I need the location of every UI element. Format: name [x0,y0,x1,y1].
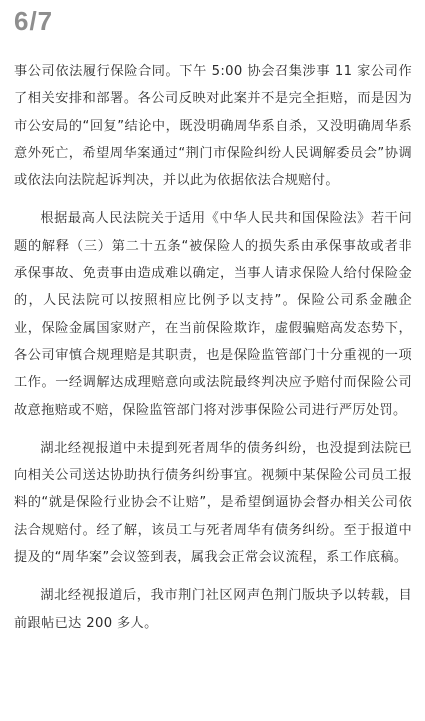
paragraph-news-report: 湖北经视报道中未提到死者周华的债务纠纷，也没提到法院已向相关公司送达协助执行债务纠纷事宜。视频中某保险公司员工报料的“就是保险行业协会不让赔”，是希望倒逼协会督办相关公司依法合规赔付。经了解，该员工与死者周华有债务纠纷。至于报道中提及的“周华案”会议签到表，属我会正常会议流程，系工作底稿。 [14,440,412,566]
paragraph-repost: 湖北经视报道后，我市荆门社区网声色荆门版块予以转载，目前跟帖已达 200 多人。 [14,588,412,631]
paragraph-legal-basis: 根据最高人民法院关于适用《中华人民共和国保险法》若干问题的解释（三）第二十五条“被保险人的损失系由承保事故或者非承保事故、免责事由造成难以确定，当事人请求保险人给付保险金的，人民法院可以按照相应比例予以支持”。保险公司系金融企业，保险金属国家财产，在当前保险欺诈，虚假骗赔高发态势下，各公司审慎合规理赔是其职责，也是保险监管部门十分重视的一项工作。一经调解达成理赔意向或法院最终判决应予赔付而保险公司故意拖赔或不赔，保险监管部门将对涉事保险公司进行严厉处罚。 [14,211,412,418]
paragraph-continuation: 事公司依法履行保险合同。下午 5:00 协会召集涉事 11 家公司作了相关安排和部署。各公司反映对此案并不是完全拒赔，而是因为市公安局的“回复”结论中，既没明确周华系自杀，又没明确周华系意外死亡，希望周华案通过“荆门市保险纠纷人民调解委员会”协调或依法向法院起诉判决，并以此为依据依法合规赔付。 [14,64,412,189]
page-counter: 6/7 [14,6,54,36]
document-body [14,58,412,648]
